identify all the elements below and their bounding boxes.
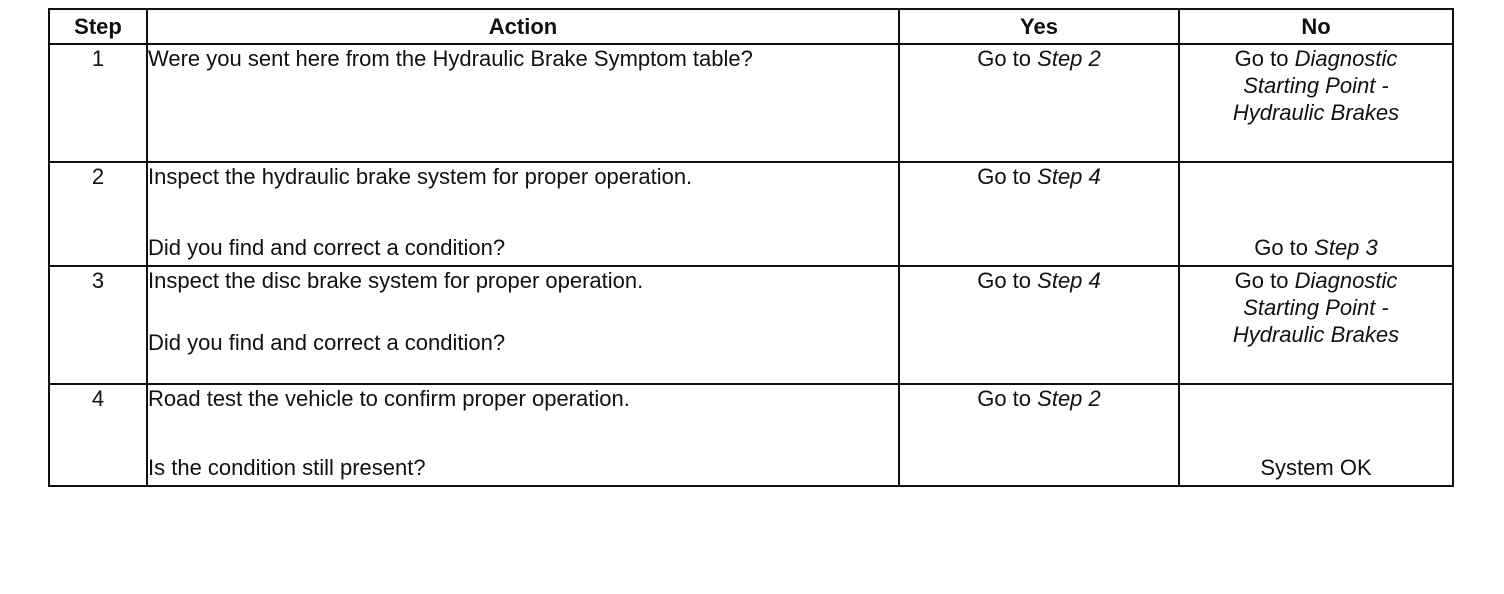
action-question: Is the condition still present? — [148, 455, 426, 480]
no-diagnostic-link-line2[interactable]: Starting Point - — [1243, 295, 1389, 320]
table-row — [49, 266, 1453, 384]
no-cell — [1179, 44, 1453, 162]
yes-cell — [899, 162, 1179, 266]
yes-prefix: Go to — [977, 46, 1032, 71]
yes-cell — [899, 266, 1179, 384]
yes-prefix: Go to — [977, 164, 1032, 189]
yes-step-link[interactable]: Step 2 — [1037, 386, 1101, 411]
table-row — [49, 44, 1453, 162]
no-step-link[interactable]: Step 3 — [1314, 235, 1378, 260]
no-cell — [1179, 162, 1453, 266]
action-cell — [147, 384, 899, 486]
yes-step-link[interactable]: Step 4 — [1037, 164, 1101, 189]
no-diagnostic-link-line2[interactable]: Starting Point - — [1243, 73, 1389, 98]
no-diagnostic-link-line1[interactable]: Diagnostic — [1294, 46, 1398, 71]
action-instruction: Road test the vehicle to confirm proper operation. — [148, 386, 630, 411]
yes-cell — [899, 44, 1179, 162]
action-question: Did you find and correct a condition? — [148, 330, 506, 355]
no-prefix: Go to — [1254, 235, 1309, 260]
header-step: Step — [49, 9, 147, 44]
action-cell — [147, 44, 899, 162]
no-diagnostic-link-line3[interactable]: Hydraulic Brakes — [1232, 100, 1400, 125]
yes-prefix: Go to — [977, 386, 1032, 411]
action-cell — [147, 162, 899, 266]
yes-cell — [899, 384, 1179, 486]
table-row — [49, 162, 1453, 266]
action-cell — [147, 266, 899, 384]
table-header-row — [49, 9, 1453, 44]
action-text: Were you sent here from the Hydraulic Brake Symptom table? — [148, 46, 753, 71]
header-no: No — [1179, 9, 1453, 44]
table-row — [49, 384, 1453, 486]
diagnostic-table — [48, 8, 1454, 487]
action-instruction: Inspect the hydraulic brake system for proper operation. — [148, 164, 693, 189]
header-yes: Yes — [899, 9, 1179, 44]
no-cell — [1179, 384, 1453, 486]
step-number: 1 — [49, 44, 147, 162]
step-number: 2 — [49, 162, 147, 266]
no-prefix: Go to — [1234, 268, 1289, 293]
no-diagnostic-link-line1[interactable]: Diagnostic — [1294, 268, 1398, 293]
yes-prefix: Go to — [977, 268, 1032, 293]
step-number: 4 — [49, 384, 147, 486]
no-diagnostic-link-line3[interactable]: Hydraulic Brakes — [1232, 322, 1400, 347]
yes-step-link[interactable]: Step 4 — [1037, 268, 1101, 293]
action-instruction: Inspect the disc brake system for proper operation. — [148, 268, 644, 293]
header-action: Action — [147, 9, 899, 44]
yes-step-link[interactable]: Step 2 — [1037, 46, 1101, 71]
action-question: Did you find and correct a condition? — [148, 235, 506, 260]
no-result-text: System OK — [1260, 455, 1372, 480]
no-prefix: Go to — [1234, 46, 1289, 71]
step-number: 3 — [49, 266, 147, 384]
no-cell — [1179, 266, 1453, 384]
